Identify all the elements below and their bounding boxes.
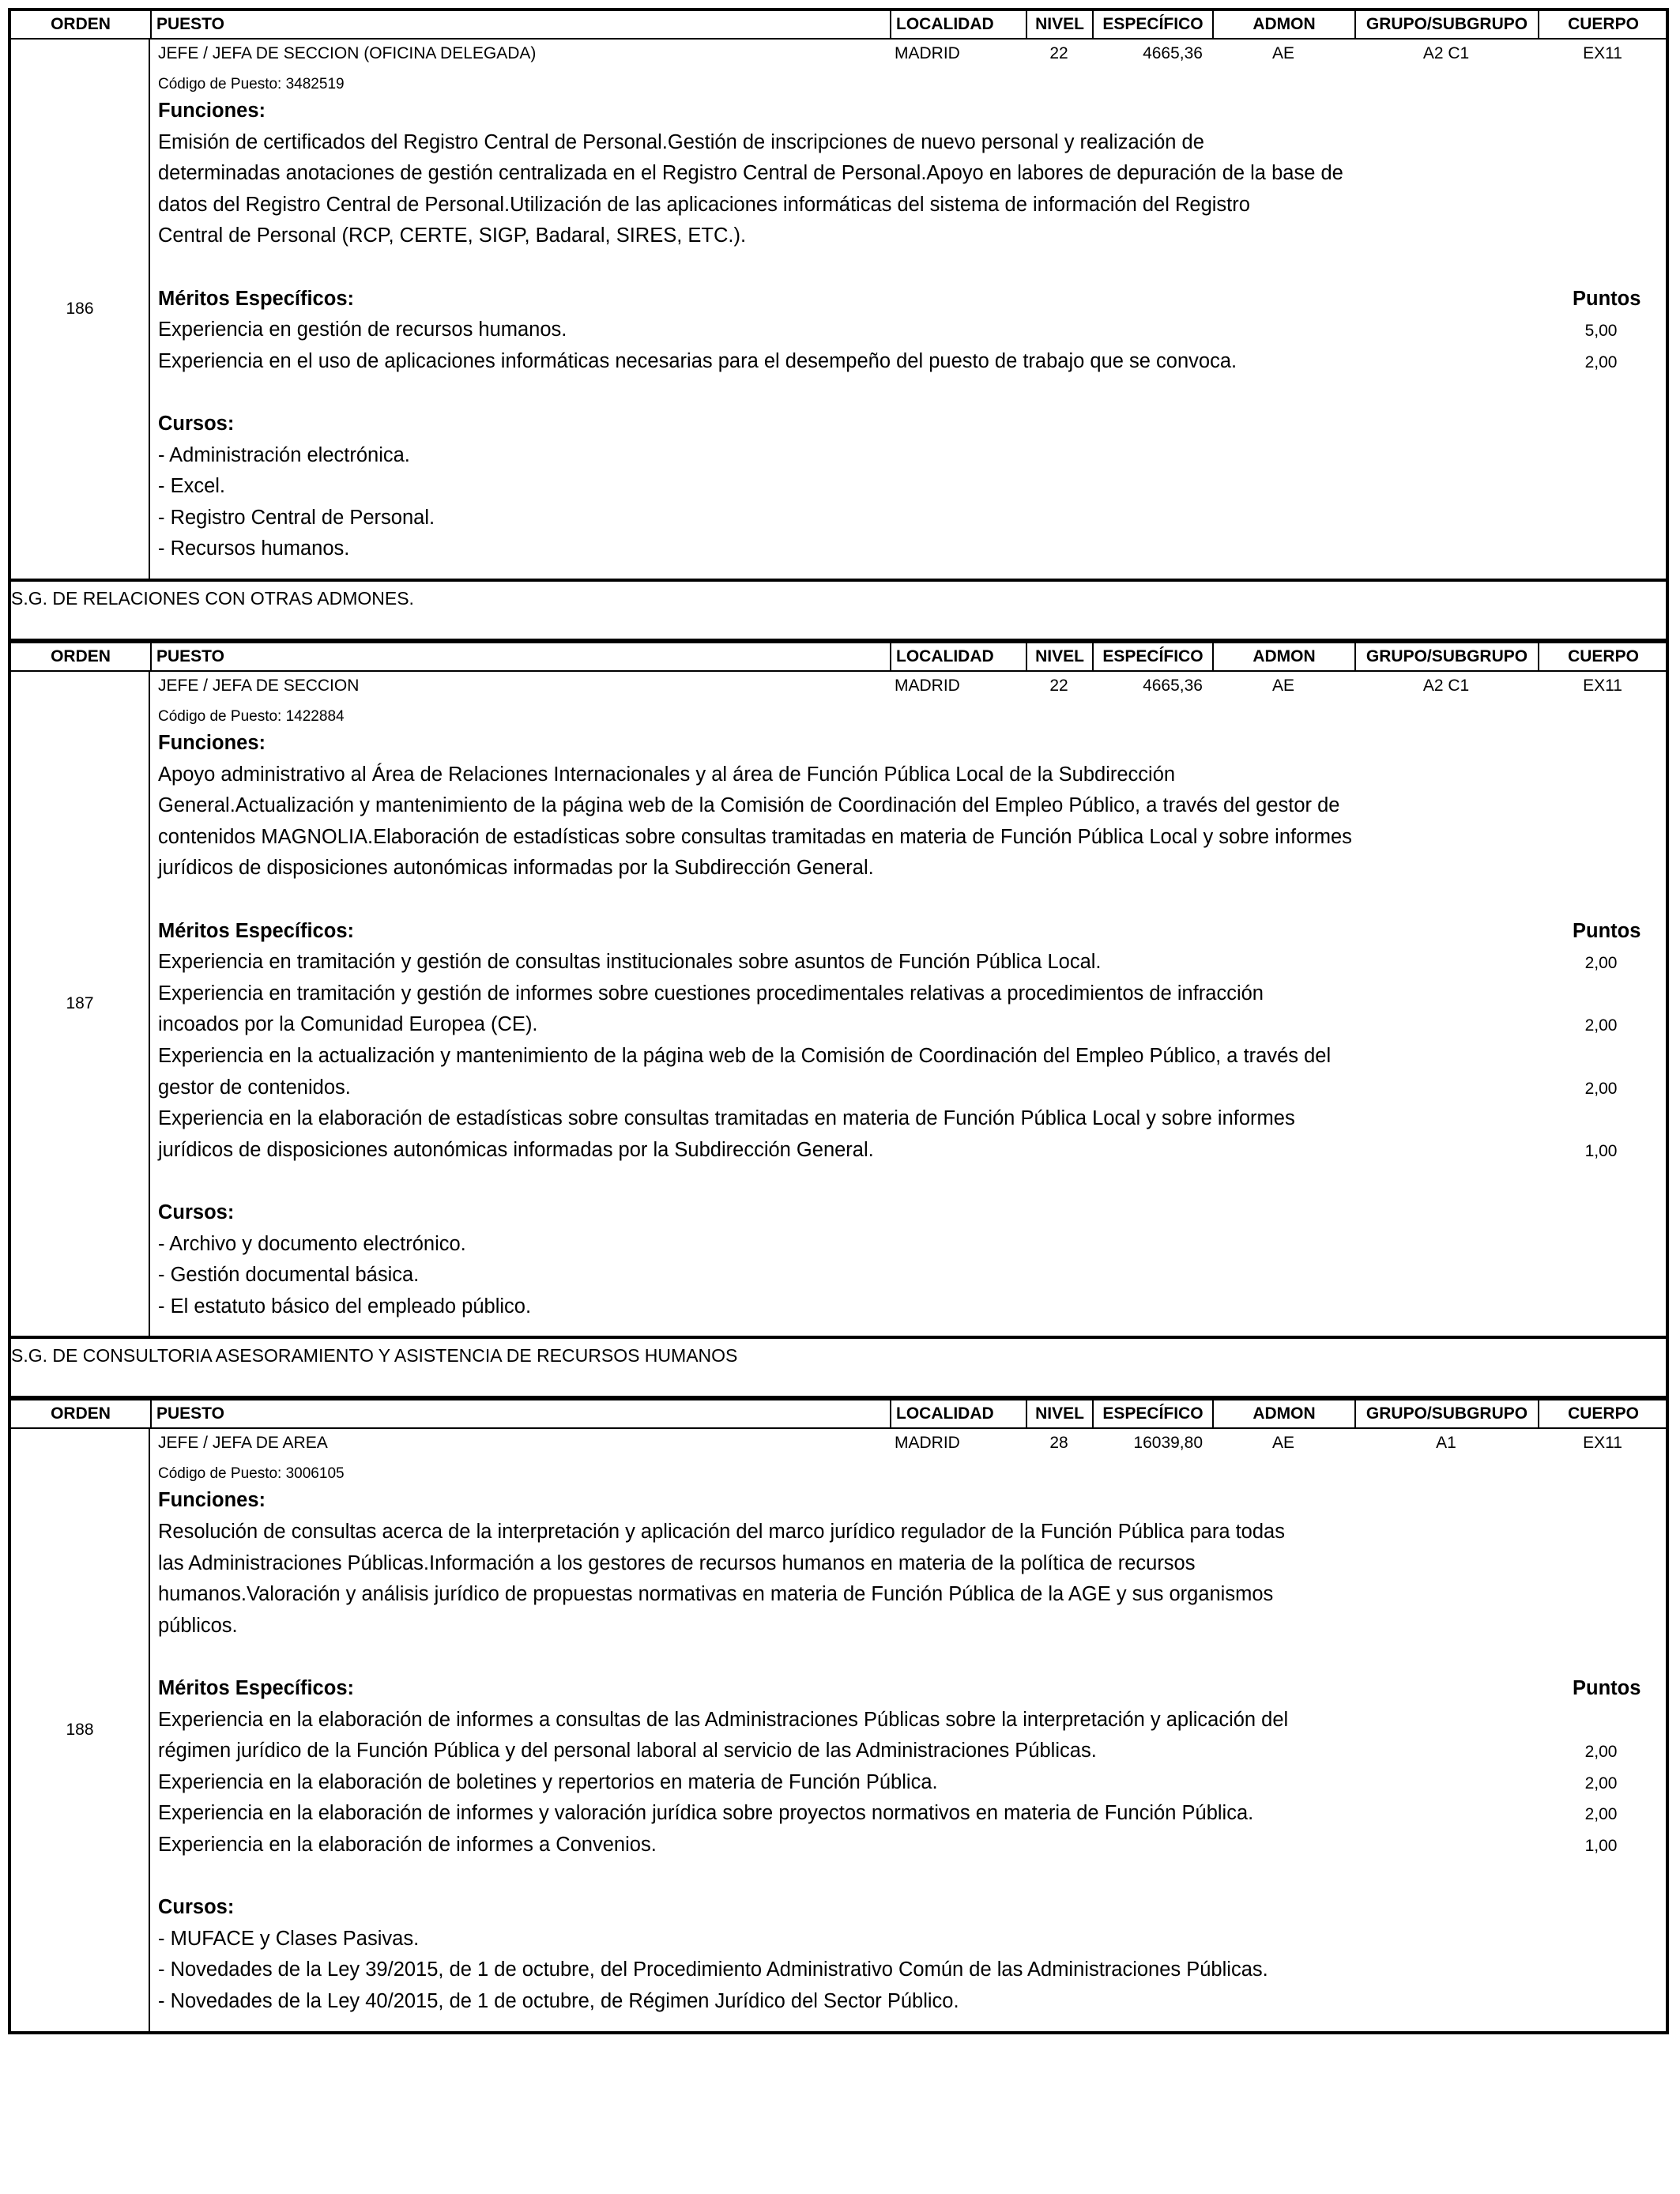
merito-puntos: 2,00 [1584,1774,1618,1793]
codigo-puesto: Código de Puesto: 3482519 [158,76,345,92]
curso-item: - Archivo y documento electrónico. [158,1232,466,1255]
puntos-label: Puntos [1573,1676,1641,1699]
merito-puntos: 2,00 [1584,954,1618,973]
funciones-line: determinadas anotaciones de gestión centralizada en el Registro Central de Personal.Apoyo en labores de depuración de la base de [158,162,1343,185]
section-title-bar [8,579,1669,640]
section-title: S.G. DE CONSULTORIA ASESORAMIENTO Y ASISTENCIA DE RECURSOS HUMANOS [11,1345,738,1367]
curso-item: - El estatuto básico del empleado público. [158,1295,532,1318]
merito-line: Experiencia en la elaboración de informes y valoración jurídica sobre proyectos normativos en materia de Función Pública. [158,1802,1254,1825]
header-orden: ORDEN [51,15,111,33]
puntos-label: Puntos [1573,919,1641,942]
table-bottom-border [8,2031,1669,2034]
entry-row [8,40,1669,579]
puesto-name: JEFE / JEFA DE SECCION [158,677,360,695]
funciones-label: Funciones: [158,1489,266,1512]
nivel-value: 22 [1049,44,1068,62]
orden-number: 188 [66,1720,94,1739]
orden-number: 187 [66,994,94,1013]
curso-item: - Registro Central de Personal. [158,506,435,529]
orden-cell [11,672,150,1336]
header-grupo: GRUPO/SUBGRUPO [1354,1400,1538,1427]
merito-line: Experiencia en la actualización y mantenimiento de la página web de la Comisión de Coordinación del Empleo Público, a través del [158,1045,1332,1067]
meritos-label: Méritos Específicos: [158,1676,354,1699]
funciones-line: General.Actualización y mantenimiento de la página web de la Comisión de Coordinación del Empleo Público, a través del gestor de [158,794,1340,817]
funciones-line: Central de Personal (RCP, CERTE, SIGP, Badaral, SIRES, ETC.). [158,224,747,247]
header-especifico: ESPECÍFICO [1092,11,1212,38]
entry-row [8,1429,1669,2030]
puesto-name: JEFE / JEFA DE SECCION (OFICINA DELEGADA) [158,44,537,62]
merito-line: Experiencia en la elaboración de informes a Convenios. [158,1833,657,1856]
grupo-value: A2 C1 [1422,677,1470,695]
header-grupo: GRUPO/SUBGRUPO [1354,11,1538,38]
cuerpo-value: EX11 [1583,1434,1622,1453]
header-cuerpo: CUERPO [1538,11,1667,38]
merito-line: incoados por la Comunidad Europea (CE). [158,1013,538,1036]
merito-puntos: 2,00 [1584,1079,1618,1098]
header-nivel: NIVEL [1026,1400,1092,1427]
localidad-value: MADRID [895,677,960,695]
merito-puntos: 2,00 [1584,1805,1618,1824]
puesto-name: JEFE / JEFA DE AREA [158,1434,328,1453]
orden-cell [11,1429,150,2030]
codigo-puesto: Código de Puesto: 3006105 [158,1465,345,1483]
header-localidad: LOCALIDAD [890,11,1026,38]
merito-puntos: 1,00 [1584,1836,1618,1855]
header-localidad: LOCALIDAD [890,643,1026,670]
puntos-label: Puntos [1573,287,1641,310]
curso-item: - Excel. [158,475,226,498]
curso-item: - Novedades de la Ley 40/2015, de 1 de octubre, de Régimen Jurídico del Sector Público. [158,1989,959,2012]
entry-row [8,672,1669,1336]
merito-line: Experiencia en la elaboración de estadísticas sobre consultas tramitadas en materia de Función Pública Local y sobre informes [158,1107,1295,1130]
funciones-line: las Administraciones Públicas.Información a los gestores de recursos humanos en materia de la política de recursos [158,1551,1196,1574]
header-orden: ORDEN [51,1404,111,1423]
codigo-puesto: Código de Puesto: 1422884 [158,708,345,725]
localidad-value: MADRID [895,1434,960,1453]
curso-item: - Administración electrónica. [158,443,410,466]
merito-puntos: 1,00 [1584,1141,1618,1160]
funciones-label: Funciones: [158,100,266,122]
cuerpo-value: EX11 [1583,677,1622,695]
header-admon: ADMON [1212,643,1354,670]
grupo-value: A2 C1 [1422,44,1470,62]
funciones-line: Apoyo administrativo al Área de Relaciones Internacionales y al área de Función Pública Local de la Subdirección [158,763,1176,786]
admon-value: AE [1271,677,1294,695]
funciones-line: contenidos MAGNOLIA.Elaboración de estadísticas sobre consultas tramitadas en materia de Función Pública Local y sobre informes [158,825,1352,848]
table-header [8,1397,1669,1429]
curso-item: - Recursos humanos. [158,537,350,560]
section-title: S.G. DE RELACIONES CON OTRAS ADMONES. [11,588,414,609]
merito-line: Experiencia en la elaboración de boletines y repertorios en materia de Función Pública. [158,1770,938,1793]
orden-cell [11,40,150,579]
grupo-value: A1 [1436,1434,1456,1453]
header-cuerpo: CUERPO [1538,643,1667,670]
header-puesto: PUESTO [150,643,890,670]
funciones-label: Funciones: [158,732,266,754]
funciones-line: Emisión de certificados del Registro Central de Personal.Gestión de inscripciones de nuevo personal y realización de [158,130,1204,153]
table-header [8,640,1669,672]
funciones-line: Resolución de consultas acerca de la interpretación y aplicación del marco jurídico regulador de la Función Pública para todas [158,1520,1285,1543]
header-puesto: PUESTO [150,1400,890,1427]
nivel-value: 28 [1049,1434,1068,1453]
header-especifico: ESPECÍFICO [1092,1400,1212,1427]
especifico-value: 4665,36 [1143,677,1203,695]
merito-puntos: 5,00 [1584,322,1618,341]
merito-line: jurídicos de disposiciones autonómicas informadas por la Subdirección General. [158,1138,874,1161]
merito-line: régimen jurídico de la Función Pública y del personal laboral al servicio de las Administraciones Públicas. [158,1740,1097,1762]
merito-puntos: 2,00 [1584,352,1618,371]
orden-number: 186 [66,300,94,318]
header-especifico: ESPECÍFICO [1092,643,1212,670]
funciones-line: datos del Registro Central de Personal.Utilización de las aplicaciones informáticas del sistema de información del Registro [158,193,1250,216]
especifico-value: 4665,36 [1143,44,1203,62]
meritos-label: Méritos Específicos: [158,919,354,942]
curso-item: - MUFACE y Clases Pasivas. [158,1927,420,1950]
admon-value: AE [1271,44,1294,62]
header-localidad: LOCALIDAD [890,1400,1026,1427]
admon-value: AE [1271,1434,1294,1453]
merito-line: gestor de contenidos. [158,1076,351,1099]
merito-line: Experiencia en tramitación y gestión de informes sobre cuestiones procedimentales relativas a procedimientos de infracción [158,982,1264,1005]
curso-item: - Gestión documental básica. [158,1264,420,1287]
merito-line: Experiencia en el uso de aplicaciones informáticas necesarias para el desempeño del puesto de trabajo que se convoca. [158,349,1237,372]
funciones-line: públicos. [158,1614,238,1637]
especifico-value: 16039,80 [1133,1434,1203,1453]
header-grupo: GRUPO/SUBGRUPO [1354,643,1538,670]
meritos-label: Méritos Específicos: [158,287,354,310]
cursos-label: Cursos: [158,1896,235,1919]
table-header [8,8,1669,40]
cursos-label: Cursos: [158,1201,235,1223]
merito-puntos: 2,00 [1584,1743,1618,1762]
header-nivel: NIVEL [1026,11,1092,38]
funciones-line: humanos.Valoración y análisis jurídico de propuestas normativas en materia de Función Pública de la AGE y sus organismos [158,1583,1274,1606]
header-admon: ADMON [1212,1400,1354,1427]
cuerpo-value: EX11 [1583,44,1622,62]
localidad-value: MADRID [895,44,960,62]
header-cuerpo: CUERPO [1538,1400,1667,1427]
section-title-bar [8,1336,1669,1397]
header-orden: ORDEN [51,647,111,665]
curso-item: - Novedades de la Ley 39/2015, de 1 de octubre, del Procedimiento Administrativo Común de las Administraciones Públicas. [158,1958,1268,1981]
merito-line: Experiencia en tramitación y gestión de consultas institucionales sobre asuntos de Función Pública Local. [158,951,1102,974]
merito-puntos: 2,00 [1584,1016,1618,1035]
merito-line: Experiencia en gestión de recursos humanos. [158,319,567,341]
header-nivel: NIVEL [1026,643,1092,670]
nivel-value: 22 [1049,677,1068,695]
header-admon: ADMON [1212,11,1354,38]
cursos-label: Cursos: [158,413,235,435]
funciones-line: jurídicos de disposiciones autonómicas informadas por la Subdirección General. [158,857,874,880]
header-puesto: PUESTO [150,11,890,38]
merito-line: Experiencia en la elaboración de informes a consultas de las Administraciones Públicas sobre la interpretación y aplicación del [158,1708,1289,1731]
document [8,8,1669,2034]
